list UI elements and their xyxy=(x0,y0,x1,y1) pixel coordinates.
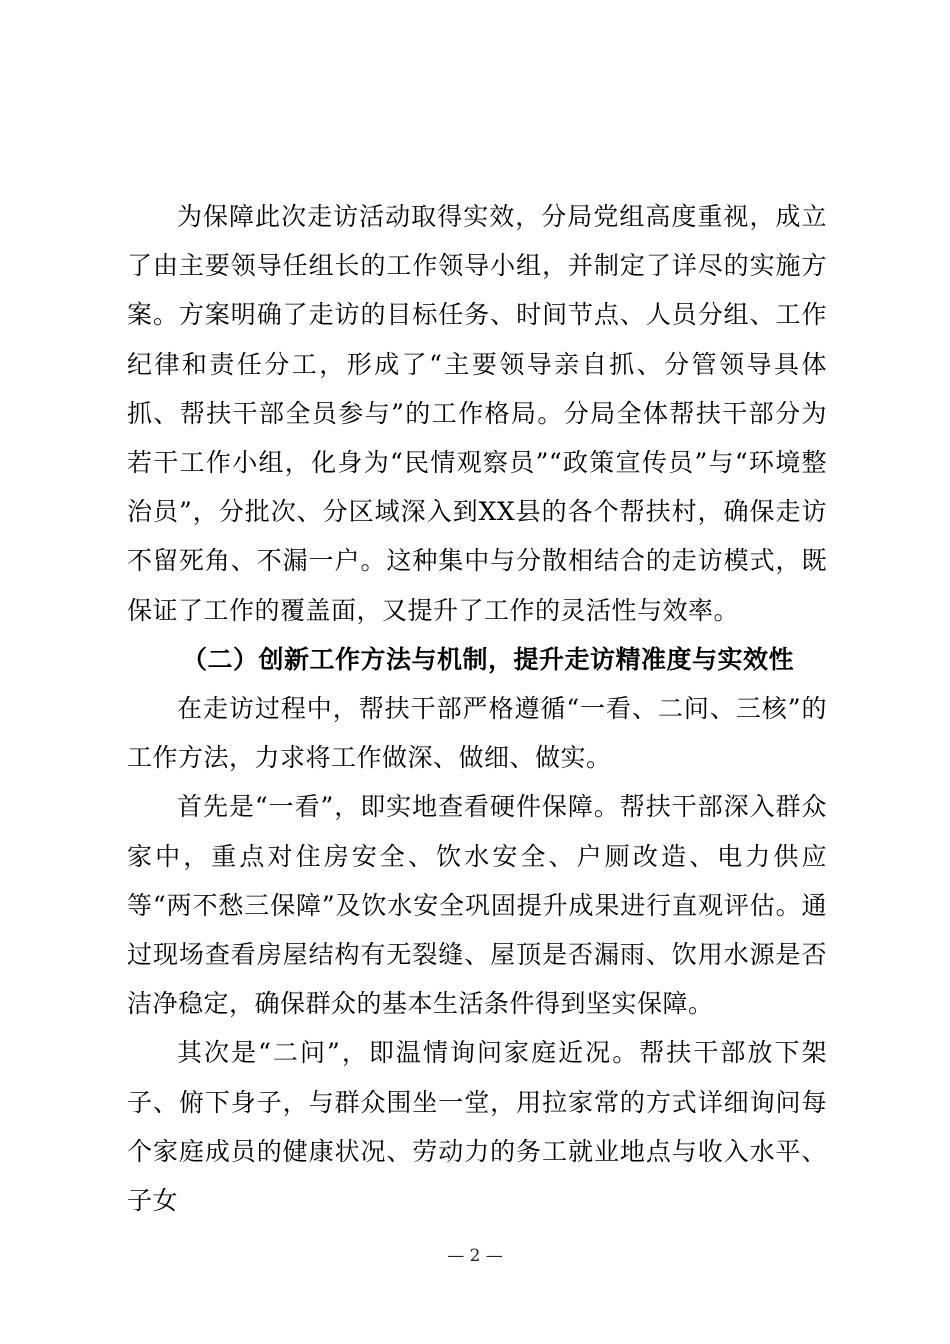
paragraph-method-intro: 在走访过程中，帮扶干部严格遵循“一看、二问、三核”的工作方法，力求将工作做深、做细、做实。 xyxy=(127,694,827,773)
page-number: — 2 — xyxy=(447,1246,503,1266)
paragraph-organization: 为保障此次走访活动取得实效，分局党组高度重视，成立了由主要领导任组长的工作领导小组，并制定了详尽的实施方案。方案明确了走访的目标任务、时间节点、人员分组、工作纪律和责任分工，形成了“主要领导亲自抓、分管领导具体抓、帮扶干部全员参与”的工作格局。分局全体帮扶干部分为若干工作小组，化身为“民情观察员”“政策宣传员”与“环境整治员”，分批次、分区域深入到XX县的各个帮扶村，确保走访不留死角、不漏一户。这种集中与分散相结合的走访模式，既保证了工作的覆盖面，又提升了工作的灵活性与效率。 xyxy=(127,202,827,625)
paragraph-second-ask: 其次是“二问”，即温情询问家庭近况。帮扶干部放下架子、俯下身子，与群众围坐一堂，用拉家常的方式详细询问每个家庭成员的健康状况、劳动力的务工就业地点与收入水平、子女 xyxy=(127,1038,827,1216)
paragraph-first-look: 首先是“一看”，即实地查看硬件保障。帮扶干部深入群众家中，重点对住房安全、饮水安全、户厕改造、电力供应等“两不愁三保障”及饮水安全巩固提升成果进行直观评估。通过现场查看房屋结构有无裂缝、屋顶是否漏雨、饮用水源是否洁净稳定，确保群众的基本生活条件得到坚实保障。 xyxy=(127,792,827,1019)
section-heading: （二）创新工作方法与机制，提升走访精准度与实效性 xyxy=(182,644,795,674)
document-body xyxy=(127,192,827,1225)
